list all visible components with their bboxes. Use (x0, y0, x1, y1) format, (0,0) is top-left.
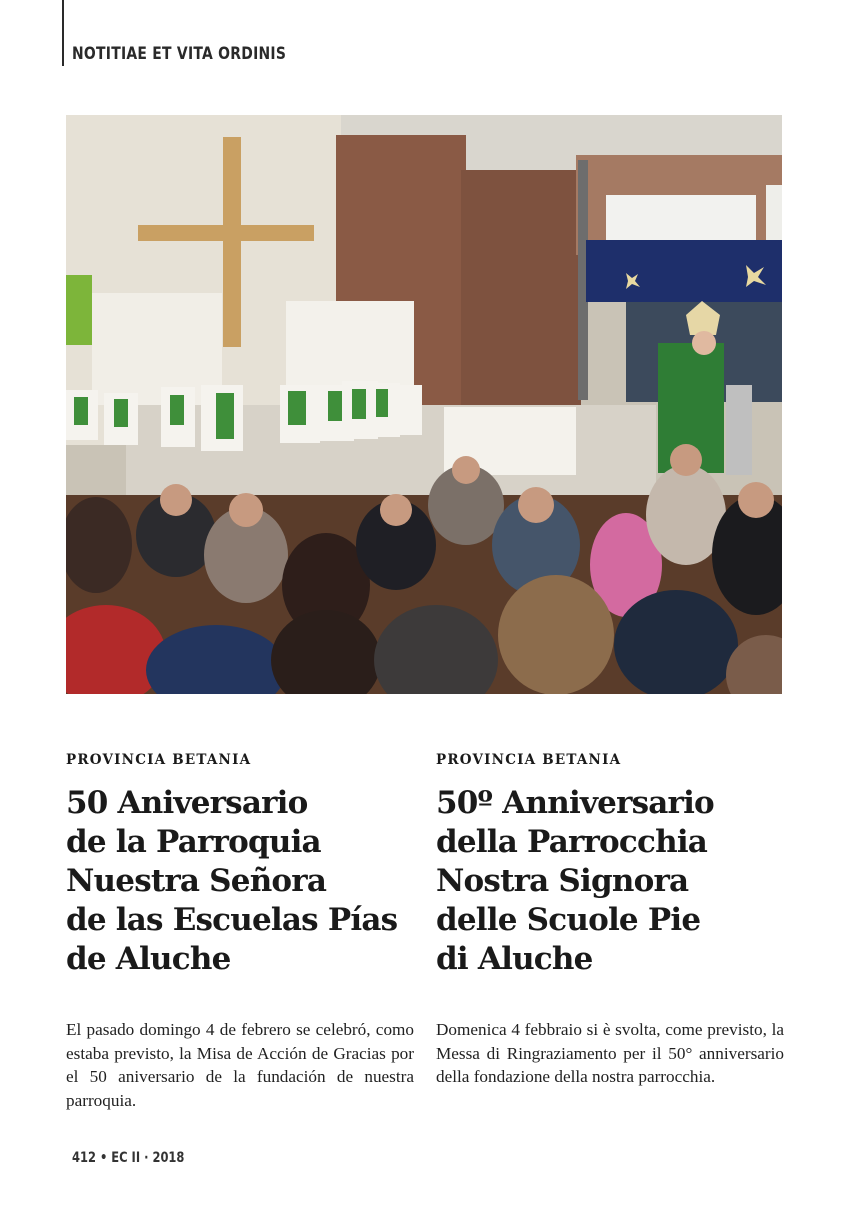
headline-line: de Aluche (66, 941, 231, 977)
headline-line: 50º Anniversario (436, 785, 714, 821)
page-folio: 412 • EC II · 2018 (72, 1150, 185, 1166)
article-italian (436, 752, 786, 979)
headline-line: della Parrocchia (436, 824, 708, 860)
article-spanish (66, 752, 416, 979)
headline-line: Nostra Signora (436, 863, 689, 899)
headline-line: de las Escuelas Pías (66, 902, 398, 938)
headline-line: 50 Aniversario (66, 785, 308, 821)
photo-illustration (66, 115, 782, 694)
church-mass-photo (66, 115, 782, 694)
article-body-spanish: El pasado domingo 4 de febrero se celebró, como estaba previsto, la Misa de Acción de Gracias por el 50 aniversario de la fundación de nuestra parroquia. (66, 1020, 414, 1110)
section-label: NOTITIAE ET VITA ORDINIS (72, 44, 287, 64)
article-headline (66, 784, 416, 979)
article-kicker: PROVINCIA BETANIA (436, 752, 622, 768)
headline-line: di Aluche (436, 941, 593, 977)
section-rule (62, 0, 64, 66)
article-kicker: PROVINCIA BETANIA (66, 752, 252, 768)
article-body-italian: Domenica 4 febbraio si è svolta, come previsto, la Messa di Ringraziamento per il 50° anniversario della fondazione della nostra parrocchia. (436, 1020, 784, 1086)
headline-line: delle Scuole Pie (436, 902, 701, 938)
headline-line: de la Parroquia (66, 824, 321, 860)
article-headline (436, 784, 786, 979)
headline-line: Nuestra Señora (66, 863, 327, 899)
